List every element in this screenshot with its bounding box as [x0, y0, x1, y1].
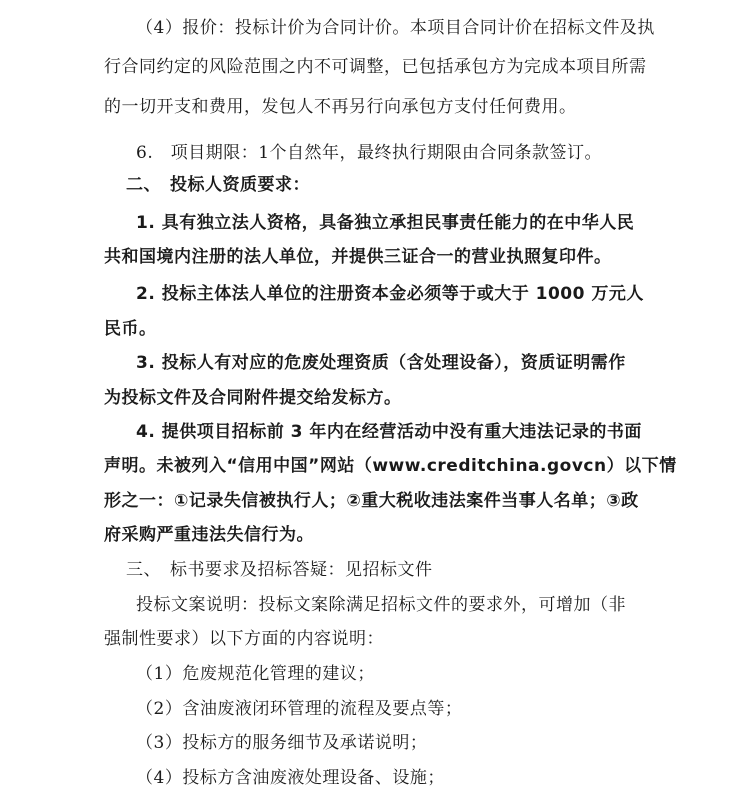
text-line-req1-a: 1. 具有独立法人资格，具备独立承担民事责任能力的在中华人民 [136, 213, 635, 233]
section-heading-tender-requirements: 三、 标书要求及招标答疑：见招标文件 [126, 560, 433, 580]
text-line-req3-a: 3. 投标人有对应的危废处理资质（含处理设备），资质证明需作 [136, 353, 626, 373]
text-line-req3-b: 为投标文件及合同附件提交给发标方。 [104, 388, 402, 408]
text-line-req2-b: 民币。 [104, 319, 157, 339]
text-line-pricing-2: 行合同约定的风险范围之内不可调整，已包括承包方为完成本项目所需 [104, 57, 647, 77]
text-line-req4-b: 声明。未被列入“信用中国”网站（www.creditchina.govcn）以下情 [104, 456, 677, 476]
text-line-req4-d: 府采购严重违法失信行为。 [104, 525, 314, 545]
text-line-req1-b: 共和国境内注册的法人单位，并提供三证合一的营业执照复印件。 [104, 247, 612, 267]
text-line-req2-a: 2. 投标主体法人单位的注册资本金必须等于或大于 1000 万元人 [136, 284, 644, 304]
text-line-doc-desc-1: 投标文案说明：投标文案除满足招标文件的要求外，可增加（非 [136, 595, 626, 615]
text-line-pricing-3: 的一切开支和费用，发包人不再另行向承包方支付任何费用。 [104, 97, 577, 117]
list-item-2: （2）含油废液闭环管理的流程及要点等； [136, 699, 463, 719]
text-line-pricing-1: （4）报价：投标计价为合同计价。本项目合同计价在招标文件及执 [136, 18, 655, 38]
list-item-4: （4）投标方含油废液处理设备、设施； [136, 768, 445, 788]
list-item-3: （3）投标方的服务细节及承诺说明； [136, 733, 428, 753]
text-line-doc-desc-2: 强制性要求）以下方面的内容说明： [104, 629, 384, 649]
text-line-req4-a: 4. 提供项目招标前 3 年内在经营活动中没有重大违法记录的书面 [136, 422, 642, 442]
text-line-project-term: 6. 项目期限：1个自然年，最终执行期限由合同条款签订。 [136, 143, 603, 163]
text-line-req4-c: 形之一：①记录失信被执行人；②重大税收违法案件当事人名单；③政 [104, 491, 639, 511]
section-heading-qualifications: 二、 投标人资质要求： [126, 175, 310, 195]
list-item-1: （1）危废规范化管理的建议； [136, 664, 375, 684]
